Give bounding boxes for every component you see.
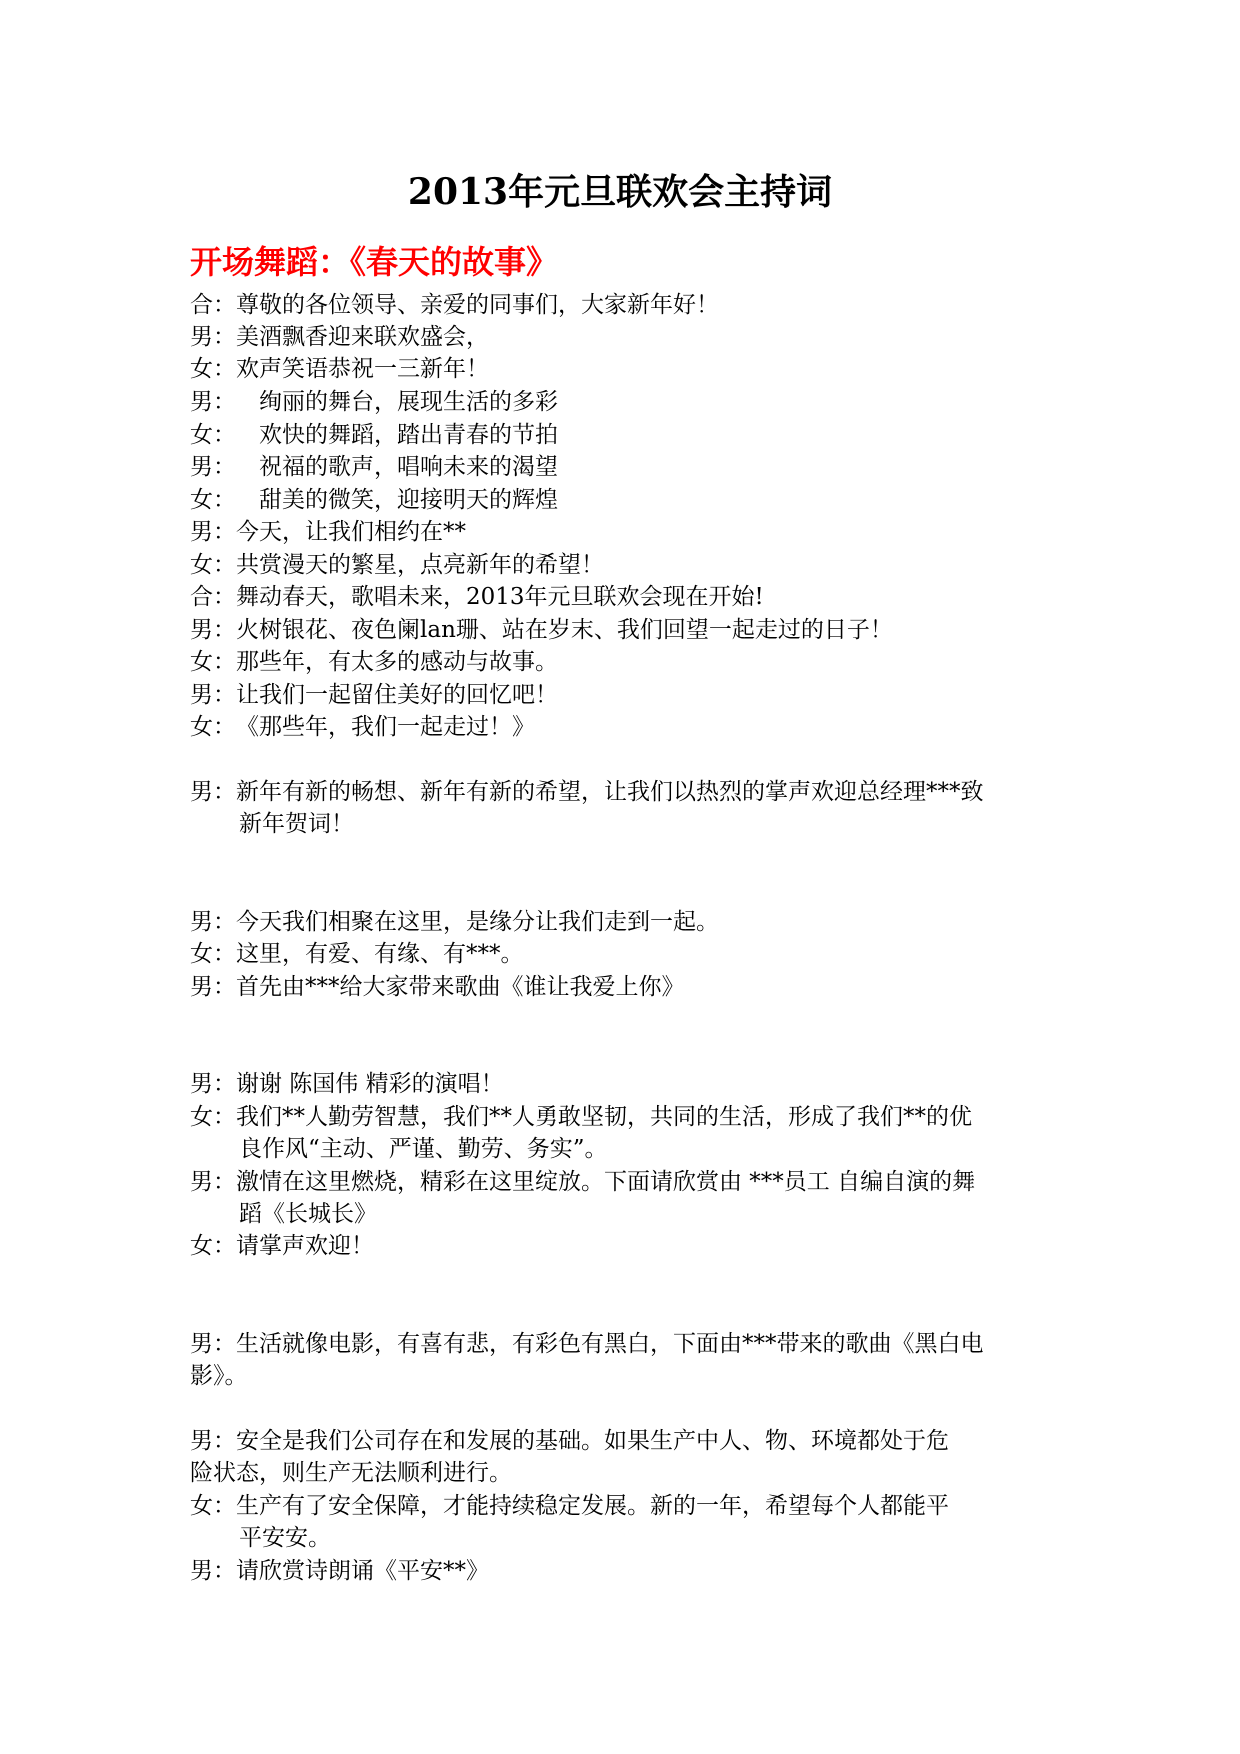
line-text: 请掌声欢迎！ xyxy=(236,1233,374,1259)
line-text: 首先由***给大家带来歌曲《谁让我爱上你》 xyxy=(236,974,685,1000)
speaker-label: 男： xyxy=(190,909,236,935)
speaker-label: 男： xyxy=(190,519,236,545)
script-line xyxy=(190,646,1058,678)
line-text: 我们**人勤劳智慧，我们**人勇敢坚韧，共同的生活，形成了我们**的优 xyxy=(236,1104,972,1130)
script-line xyxy=(190,289,1058,321)
speaker-label: 女： xyxy=(190,552,236,578)
script-line xyxy=(190,419,1058,451)
script-line xyxy=(190,1101,1058,1162)
script-line xyxy=(190,451,1058,483)
line-text: 那些年，有太多的感动与故事。 xyxy=(236,649,558,675)
script-line xyxy=(190,353,1058,385)
line-text-continued: 新年贺词！ xyxy=(239,811,354,837)
speaker-label: 女： xyxy=(190,714,236,740)
script-line xyxy=(190,1166,1058,1227)
script-line xyxy=(190,1068,1058,1100)
script-line xyxy=(190,776,1058,837)
line-text: 安全是我们公司存在和发展的基础。如果生产中人、物、环境都处于危 xyxy=(236,1428,949,1454)
line-text: 生活就像电影，有喜有悲，有彩色有黑白，下面由***带来的歌曲《黑白电 xyxy=(236,1331,984,1357)
line-text-continued: 平安安。 xyxy=(239,1525,331,1551)
line-text: 美酒飘香迎来联欢盛会， xyxy=(236,324,489,350)
line-text: 绚丽的舞台，展现生活的多彩 xyxy=(236,389,558,415)
script-line xyxy=(190,1555,1058,1587)
script-line xyxy=(190,938,1058,970)
speaker-label: 女： xyxy=(190,1104,236,1130)
script-line xyxy=(190,711,1058,743)
line-text: 新年有新的畅想、新年有新的希望，让我们以热烈的掌声欢迎总经理***致 xyxy=(236,779,984,805)
speaker-label: 女： xyxy=(190,422,236,448)
script-line xyxy=(190,386,1058,418)
speaker-label: 男： xyxy=(190,1331,236,1357)
speaker-label: 男： xyxy=(190,1169,236,1195)
line-text: 激情在这里燃烧，精彩在这里绽放。下面请欣赏由 ***员工 自编自演的舞 xyxy=(236,1169,976,1195)
script-line xyxy=(190,516,1058,548)
line-text: 甜美的微笑，迎接明天的辉煌 xyxy=(236,487,558,513)
line-text: 让我们一起留住美好的回忆吧！ xyxy=(236,682,558,708)
speaker-label: 女： xyxy=(190,487,236,513)
section-heading: 开场舞蹈：《春天的故事》 xyxy=(190,243,559,281)
line-text: 欢声笑语恭祝一三新年！ xyxy=(236,356,489,382)
line-text: 生产有了安全保障，才能持续稳定发展。新的一年，希望每个人都能平 xyxy=(236,1493,949,1519)
speaker-label: 女： xyxy=(190,649,236,675)
line-text: 尊敬的各位领导、亲爱的同事们，大家新年好！ xyxy=(236,292,719,318)
speaker-label: 男： xyxy=(190,1428,236,1454)
script-line xyxy=(190,906,1058,938)
speaker-label: 男： xyxy=(190,1558,236,1584)
speaker-label: 女： xyxy=(190,941,236,967)
line-text-continued: 良作风“主动、严谨、勤劳、务实”。 xyxy=(239,1136,608,1162)
speaker-label: 男： xyxy=(190,779,236,805)
line-text: 请欣赏诗朗诵《平安**》 xyxy=(236,1558,489,1584)
line-text-continued: 蹈《长城长》 xyxy=(239,1201,377,1227)
line-text-continued: 险状态，则生产无法顺利进行。 xyxy=(190,1460,512,1486)
line-text: 今天我们相聚在这里，是缘分让我们走到一起。 xyxy=(236,909,719,935)
line-text: 谢谢 陈国伟 精彩的演唱！ xyxy=(236,1071,504,1097)
script-line xyxy=(190,614,1058,646)
script-line xyxy=(190,1425,1058,1486)
line-text: 今天，让我们相约在** xyxy=(236,519,466,545)
speaker-label: 合： xyxy=(190,584,236,610)
script-line xyxy=(190,484,1058,516)
speaker-label: 男： xyxy=(190,389,236,415)
script-line xyxy=(190,971,1058,1003)
speaker-label: 男： xyxy=(190,617,236,643)
speaker-label: 女： xyxy=(190,1233,236,1259)
speaker-label: 女： xyxy=(190,356,236,382)
script-line xyxy=(190,321,1058,353)
script-line xyxy=(190,581,1058,613)
script-line xyxy=(190,1490,1058,1551)
speaker-label: 男： xyxy=(190,324,236,350)
line-text: 共赏漫天的繁星，点亮新年的希望！ xyxy=(236,552,604,578)
script-line xyxy=(190,549,1058,581)
speaker-label: 男： xyxy=(190,974,236,1000)
line-text: 欢快的舞蹈，踏出青春的节拍 xyxy=(236,422,558,448)
line-text: 这里，有爱、有缘、有***。 xyxy=(236,941,524,967)
script-line xyxy=(190,679,1058,711)
speaker-label: 女： xyxy=(190,1493,236,1519)
script-line xyxy=(190,1328,1058,1389)
document-title: 2013年元旦联欢会主持词 xyxy=(407,171,833,213)
line-text: 祝福的歌声，唱响未来的渴望 xyxy=(236,454,558,480)
script-line xyxy=(190,1230,1058,1262)
speaker-label: 合： xyxy=(190,292,236,318)
line-text: 火树银花、夜色阑lan珊、站在岁末、我们回望一起走过的日子！ xyxy=(236,617,893,643)
speaker-label: 男： xyxy=(190,682,236,708)
line-text: 《那些年，我们一起走过！》 xyxy=(236,714,535,740)
line-text-continued: 影》。 xyxy=(190,1363,248,1389)
line-text: 舞动春天，歌唱未来，2013年元旦联欢会现在开始! xyxy=(236,584,764,610)
speaker-label: 男： xyxy=(190,1071,236,1097)
speaker-label: 男： xyxy=(190,454,236,480)
